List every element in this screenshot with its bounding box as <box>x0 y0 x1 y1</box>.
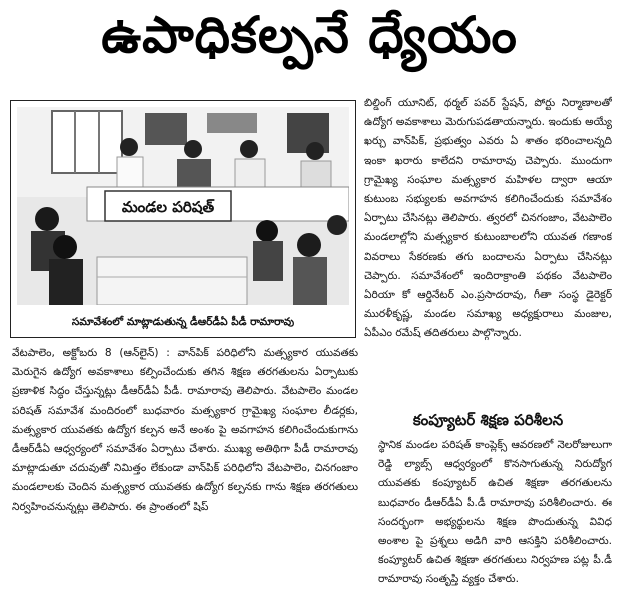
news-photo <box>10 100 356 338</box>
meeting-photo-illustration <box>17 107 349 305</box>
banner-text: మండల పరిషత్ <box>121 198 215 216</box>
subheading: కంప్యూటర్‌ శిక్షణ పరిశీలన <box>412 411 564 429</box>
headline: ఉపాధికల్పనే ధ్యేయం <box>101 6 518 64</box>
paragraph: స్థానిక మండల పరిషత్‌ కాంప్లెక్స్‌ ఆవరణలో నెలరోజులుగా రెడ్డి ల్యాబ్స్‌ ఆధ్వర్యంలో కొనసాగుతున్న నిరుద్యోగ యువతకు కంప్యూటర్‌ ఉచిత శిక్షణా తరగతులను బుధవారం డీఆర్‌డీఏ పీ.డీ రామారావు పరిశీలించారు. ఈ సందర్భంగా అభ్యర్థులను శిక్షణ పొందుతున్న వివిధ అంశాల పై ప్రశ్నలు అడిగి వారి ఆసక్తిని పరిశీలించారు. కంప్యూటర్‌ ఉచిత శిక్షణా తరగతులు నిర్వహణ పట్ల పీ.డీ రామారావు సంతృప్తి వ్యక్తం చేశారు. <box>378 439 612 586</box>
article-column-right-top <box>364 94 612 406</box>
paragraph: బిల్డింగ్‌ యూనిట్‌, థర్మల్‌ పవర్‌ స్టేషన్‌, పోర్టు నిర్మాణాలతో ఉద్యోగ అవకాశాలు మెరుగుపడతాయన్నారు. ఇందుకు అయ్యే ఖర్చు వాన్‌పిక్‌, ప్రభుత్వం ఎవరు ఏ శాతం భరించాలన్నది ఇంకా ఖరారు కాలేదని రామారావు చెప్పారు. ముందుగా గ్రామైఖ్య సంఘాల మత్స్యకార మహిళల ద్వారా ఆయా కుటుంబ సభ్యులకు అవగాహన కలిగించేందుకు సమావేశం ఏర్పాటు చేసినట్లు తెలిపారు. త్వరలో చినగంజాం, వేటపాలెం మండలాల్లోని మత్స్యకార కుటుంబాలలోని యువత గణాంక వివరాలు సేకరణకు తగు బందాలను ఏర్పాటు చేసినట్లు చెప్పారు. సమావేశంలో ఇందిరాక్రాంతి పథకం వేటపాలెం ఏరియా కో ఆర్డినేటర్‌ ఎం.ప్రసాదరావు, గీతా సంస్థ డైరెక్టర్‌ మురళీకృష్ణ, మండల సమాఖ్య అధ్యక్షురాలు మంజుల, ఏపీఎం రమేష్‌ తదితరులు పాల్గొన్నారు. <box>364 97 612 340</box>
article-column-left <box>12 344 358 594</box>
photo-caption: సమావేశంలో మాట్లాడుతున్న డీఆర్‌డీఏ పీడీ రామారావు <box>71 316 295 328</box>
paragraph: వేటపాలెం, అక్టోబరు 8 (ఆన్‌లైన్‌) : వాన్‌పిక్‌ పరిధిలోని మత్స్యకార యువతకు మెరుగైన ఉద్యోగ అవకాశాలు కల్పించేందుకు తగిన శిక్షణ తరగతులను ఏర్పాటుకు ప్రణాళిక సిద్ధం చేస్తున్నట్లు డీఆర్‌డీఏ పీడీ. రామారావు తెలిపారు. వేటపాలెం మండల పరిషత్‌ సమావేశ మందిరంలో బుధవారం మత్స్యకార గ్రామైఖ్య సంఘాల లీడర్లకు, మత్స్యకార యువతకు ఉద్యోగ కల్పన అనే అంశం పై అవగాహన కలిగించేందుకుగాను డీఆర్‌డీఏ ఆధ్వర్యంలో సమావేశం ఏర్పాటు చేశారు. ముఖ్య అతిథిగా పీడీ రామారావు మాట్లాడుతూ చదువుతో నిమిత్తం లేకుండా వాన్‌పిక్‌ పరిధిలోని వేటపాలెం, చినగంజాం మండలాలకు చెందిన మత్స్యకార యువతకు ఉద్యోగ కల్పనకు గాను శిక్షణ తరగతులు నిర్వహించనున్నట్లు తెలిపారు. ఈ ప్రాంతంలో షిప్‌ <box>12 347 358 513</box>
article-column-right-bottom <box>364 436 612 596</box>
